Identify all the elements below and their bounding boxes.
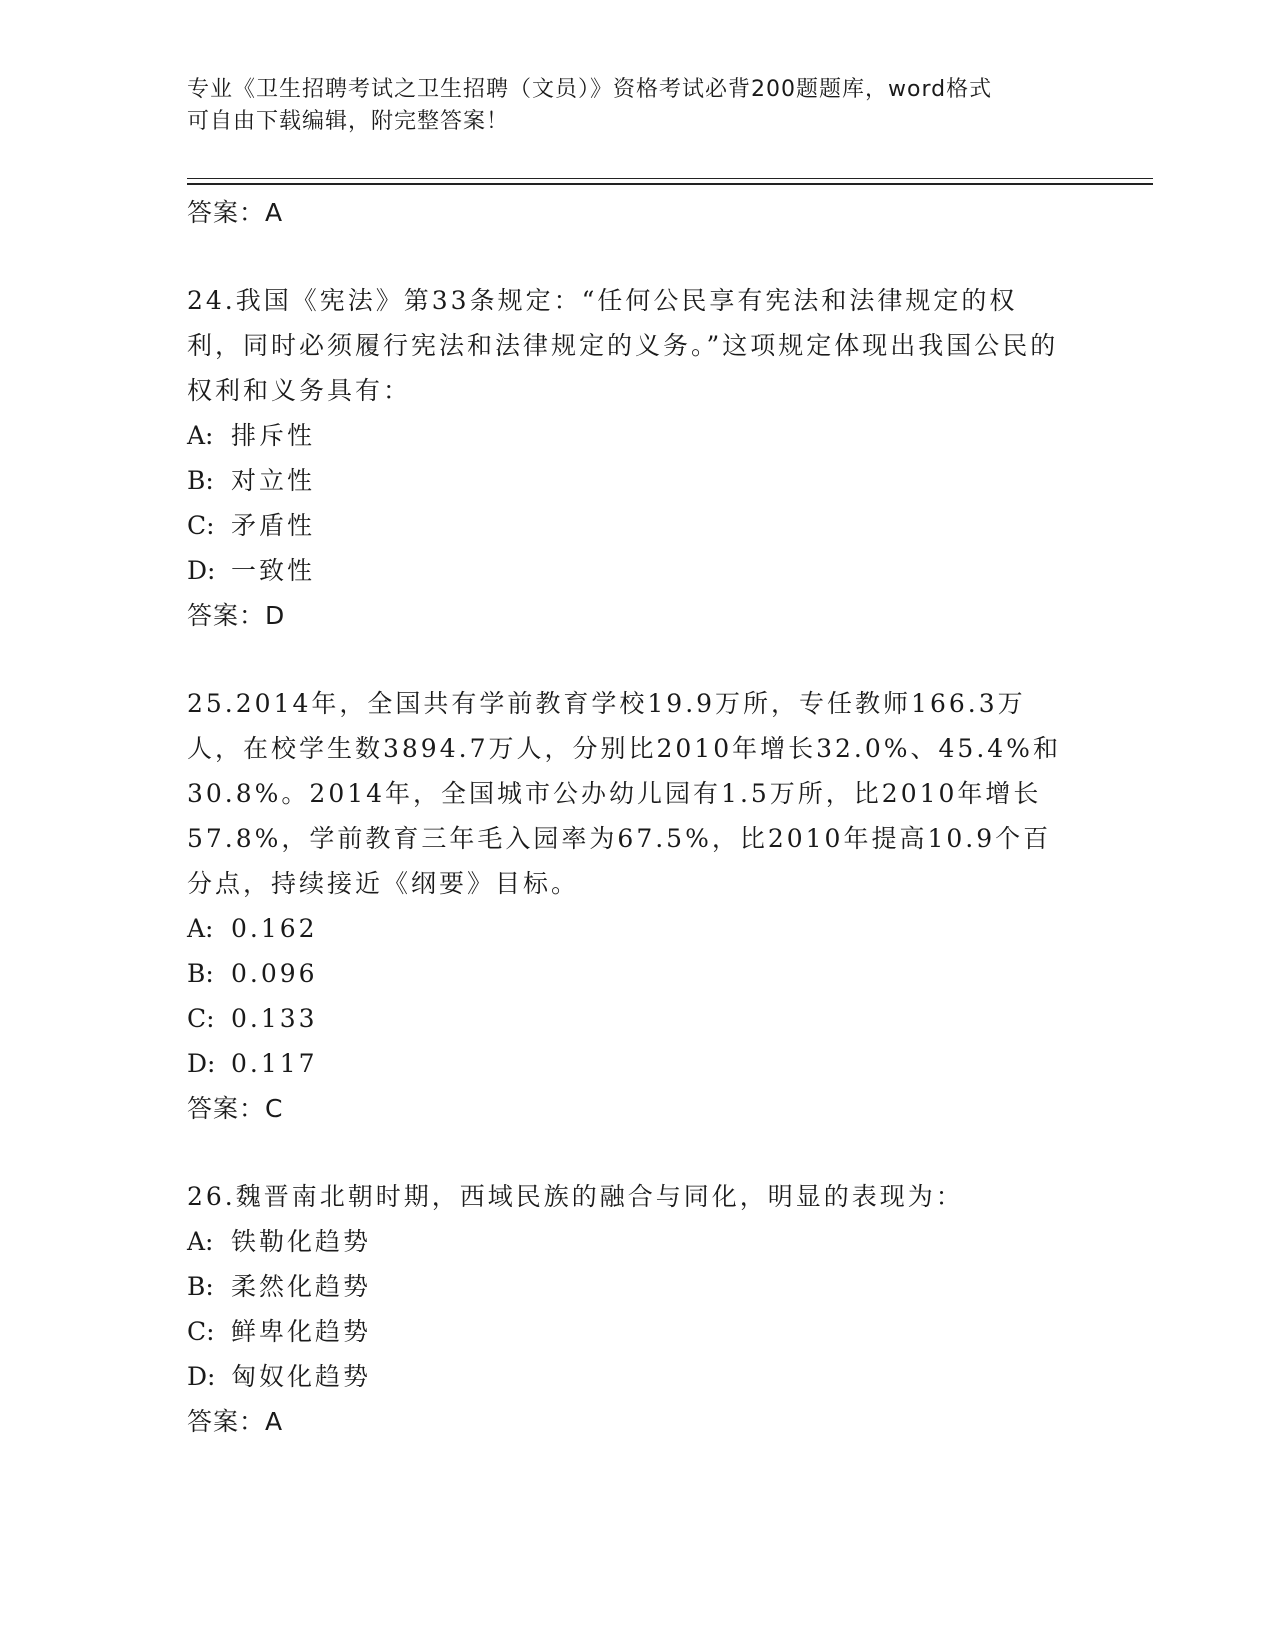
option-c [187,996,1067,1041]
option-key: D: [187,1362,216,1391]
question-block [187,681,1067,1132]
option-key: C: [187,1317,215,1346]
option-c [187,1309,1067,1354]
option-key: B: [187,1272,214,1301]
question-stem: 25.2014年，全国共有学前教育学校19.9万所，专任教师166.3万人，在校学生数3894.7万人，分别比2010年增长32.0%、45.4%和30.8%。2014年，全国城市公办幼儿园有1.5万所，比2010年增长57.8%，学前教育三年毛入园率为67.5%，比2010年提高10.9个百分点，持续接近《纲要》目标。 [187,689,1061,898]
option-text: 柔然化趋势 [231,1272,372,1301]
option-key: B: [187,466,214,495]
option-b [187,458,1067,503]
answer-label: 答案： [187,1407,266,1436]
header-line-1: 专业《卫生招聘考试之卫生招聘（文员）》资格考试必背200题题库，word格式 [187,77,993,102]
answer-label: 答案： [187,198,266,227]
option-text: 矛盾性 [231,511,316,540]
option-b [187,1264,1067,1309]
answer-value: A [265,1407,283,1436]
option-d [187,1041,1067,1086]
option-text: 匈奴化趋势 [231,1362,372,1391]
question-block [187,1174,1067,1445]
option-text: 排斥性 [231,421,316,450]
option-c [187,503,1067,548]
question-stem: 26.魏晋南北朝时期，西域民族的融合与同化，明显的表现为： [187,1182,964,1211]
answer-line [187,1086,1067,1132]
option-d [187,548,1067,593]
option-text: 铁勒化趋势 [231,1227,372,1256]
answer-value: D [265,601,285,630]
option-text: 0.162 [231,914,318,943]
header-rule-bottom [187,183,1153,185]
option-a [187,413,1067,458]
option-a [187,906,1067,951]
option-text: 0.096 [231,959,318,988]
question-stem: 24.我国《宪法》第33条规定：“任何公民享有宪法和法律规定的权利，同时必须履行宪法和法律规定的义务。”这项规定体现出我国公民的权利和义务具有： [187,286,1059,405]
question-list [187,190,1067,1445]
option-key: A: [187,421,214,450]
option-key: D: [187,556,216,585]
option-key: B: [187,959,214,988]
header-line-2: 可自由下载编辑，附完整答案！ [187,109,510,134]
option-a [187,1219,1067,1264]
answer-label: 答案： [187,1094,266,1123]
header-rule-top [187,178,1153,179]
answer-label: 答案： [187,601,266,630]
option-key: D: [187,1049,216,1078]
document-header [187,74,1067,138]
answer-line [187,190,1067,236]
answer-value: A [265,198,283,227]
option-key: A: [187,1227,214,1256]
option-key: C: [187,511,215,540]
question-block [187,278,1067,639]
option-text: 对立性 [231,466,316,495]
answer-line [187,593,1067,639]
option-text: 0.117 [231,1049,318,1078]
option-key: C: [187,1004,215,1033]
answer-line [187,1399,1067,1445]
option-key: A: [187,914,214,943]
option-text: 一致性 [231,556,316,585]
option-text: 0.133 [231,1004,318,1033]
option-d [187,1354,1067,1399]
option-text: 鲜卑化趋势 [231,1317,372,1346]
answer-value: C [265,1094,283,1123]
option-b [187,951,1067,996]
